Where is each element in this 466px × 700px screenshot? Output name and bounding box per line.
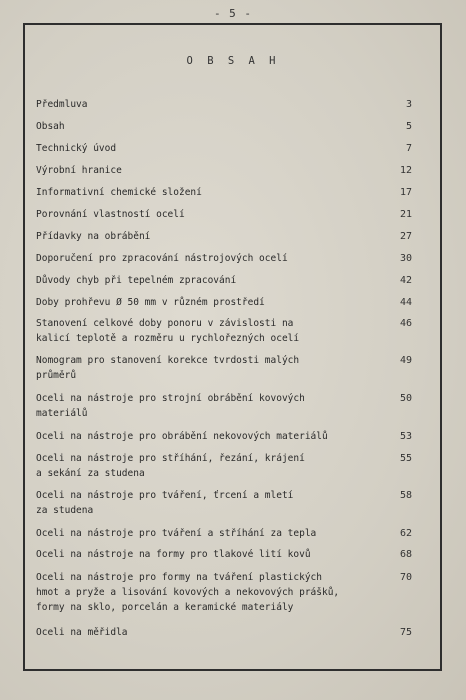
toc-entry [36,570,412,615]
toc-entry-title: Oceli na nástroje na formy pro tlakové lití kovů [36,549,311,560]
toc-entry [36,97,412,112]
toc-entry [36,391,412,421]
toc-entry [36,119,412,134]
toc-entry-title: Informativní chemické složení [36,187,202,198]
toc-entry [36,141,412,156]
toc-entry-title: Oceli na nástroje pro obrábění nekovových materiálů [36,431,328,442]
toc-entry [36,353,412,383]
toc-entry-page: 70 [399,572,412,583]
toc-entry [36,488,412,518]
toc-entry-title: Doporučení pro zpracování nástrojových ocelí [36,253,288,264]
page-title: O B S A H [186,55,280,67]
toc-entry-page: 7 [405,143,412,154]
toc-entry-title: Doby prohřevu Ø 50 mm v různém prostředí [36,297,265,308]
toc-entry-title: Porovnání vlastností ocelí [36,209,185,220]
toc-entry-title: Oceli na nástroje pro strojní obrábění kovových materiálů [36,393,305,419]
toc-entry-title: Oceli na nástroje pro formy na tváření plastických hmot a pryže a lisování kovových a nekovových prášků, formy na sklo, porcelán a keramické materiály [36,572,340,613]
toc-entry-title: Nomogram pro stanovení korekce tvrdosti malých průměrů [36,355,300,381]
page-number: - 5 - [213,7,253,20]
toc-entry [36,295,412,310]
toc-entry-page: 3 [405,99,412,110]
toc-entry [36,229,412,244]
toc-entry [36,185,412,200]
toc-entry [36,547,412,562]
toc-entry [36,625,412,640]
toc-entry-page: 58 [399,490,412,501]
toc-entry-title: Stanovení celkové doby ponoru v závislosti na kalicí teplotě a rozměru u rychlořezných ocelí [36,318,300,344]
toc-entry-page: 27 [399,231,412,242]
toc-entry-page: 68 [399,549,412,560]
toc-entry [36,316,412,346]
toc-entry [36,273,412,288]
toc-entry-title: Obsah [36,121,65,132]
toc-entry-page: 49 [399,355,412,366]
toc-entry-page: 44 [399,297,412,308]
toc-entry-page: 21 [399,209,412,220]
toc-entry-page: 46 [399,318,412,329]
toc-entry-page: 62 [399,528,412,539]
toc-entry [36,207,412,222]
toc-entry-page: 42 [399,275,412,286]
toc-entry-page: 30 [399,253,412,264]
toc-entry-title: Oceli na nástroje pro stříhání, řezání, krájení a sekání za studena [36,453,305,479]
toc-entry-page: 50 [399,393,412,404]
toc-entry [36,163,412,178]
toc-entry-page: 55 [399,453,412,464]
toc-entry-title: Předmluva [36,99,88,110]
toc-entry-title: Přídavky na obrábění [36,231,151,242]
toc-entry-title: Důvody chyb při tepelném zpracování [36,275,237,286]
toc-entry-title: Oceli na nástroje pro tváření, ťrcení a mletí za studena [36,490,294,516]
toc-entry [36,451,412,481]
toc-entry-page: 12 [399,165,412,176]
toc-entry [36,251,412,266]
toc-entry [36,526,412,541]
toc-entry-title: Oceli na nástroje pro tváření a stříhání za tepla [36,528,317,539]
toc-entry-title: Výrobní hranice [36,165,122,176]
toc-entry-title: Technický úvod [36,143,117,154]
toc-entry-page: 17 [399,187,412,198]
toc-entry-page: 75 [399,627,412,638]
toc-entry-page: 53 [399,431,412,442]
toc-entry [36,429,412,444]
toc-entry-page: 5 [405,121,412,132]
toc-entry-title: Oceli na měřidla [36,627,128,638]
